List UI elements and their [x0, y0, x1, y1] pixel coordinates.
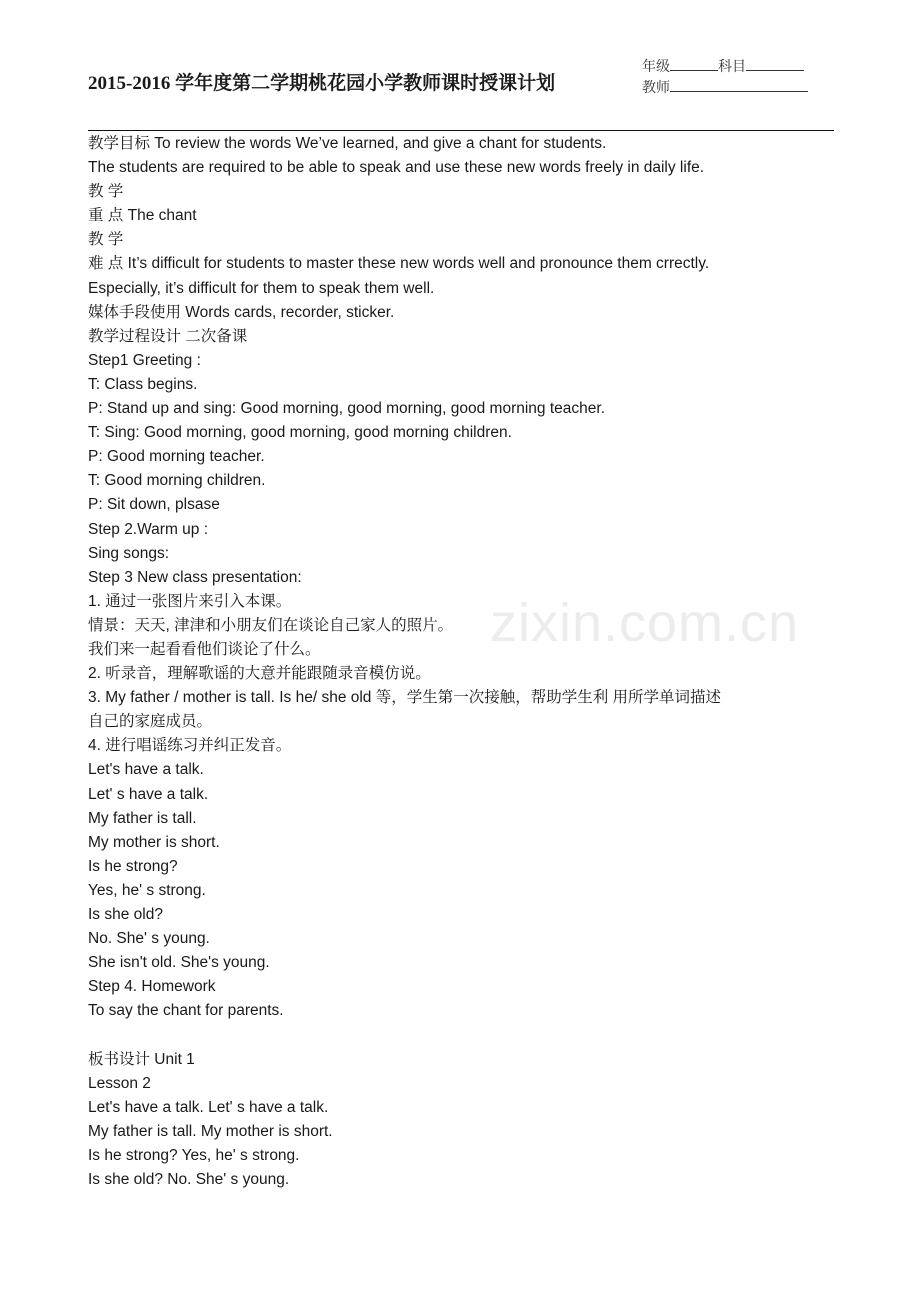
text-line: Let's have a talk. Let' s have a talk. — [88, 1098, 329, 1116]
text-line: My father is tall. — [88, 809, 197, 827]
text-line: Is she old? — [88, 906, 163, 923]
page-title: 2015-2016 学年度第二学期桃花园小学教师课时授课计划 — [88, 73, 556, 94]
text-line: 教 学 — [88, 231, 124, 249]
teacher-field — [642, 77, 808, 97]
text-line: 教学过程设计 二次备课 — [88, 327, 248, 345]
teacher-label: 教师 — [642, 79, 670, 95]
text-line: Step 4. Homework — [88, 978, 216, 996]
watermark: zixin.com.cn — [490, 593, 800, 653]
text-line: My father is tall. My mother is short. — [88, 1122, 333, 1140]
grade-blank — [670, 57, 718, 71]
text-line: Let' s have a talk. — [88, 785, 209, 803]
text-line: P: Stand up and sing: Good morning, good morning, good morning teacher. — [88, 400, 606, 418]
text-line: Is he strong? — [88, 857, 178, 875]
text-line: No. She' s young. — [88, 930, 210, 948]
text-line: P: Sit down, plsase — [88, 496, 220, 514]
text-line: My mother is short. — [88, 833, 220, 851]
text-line: 教 学 — [88, 183, 124, 201]
text-line: Especially, it’s difficult for them to speak them well. — [88, 279, 435, 297]
text-line: Is she old? No. She' s young. — [88, 1171, 290, 1189]
text-line: T: Sing: Good morning, good morning, good morning children. — [88, 424, 512, 442]
subject-label: 科目 — [718, 58, 746, 74]
text-line: Lesson 2 — [88, 1074, 151, 1092]
teacher-blank — [670, 78, 808, 92]
text-line: 1. 通过一张图片来引入本课。 — [88, 592, 292, 610]
text-line: Yes, he' s strong. — [88, 881, 206, 899]
text-line: 自己的家庭成员。 — [88, 713, 213, 731]
text-line: 3. My father / mother is tall. Is he/ she old 等，学生第一次接触，帮助学生利 用所学单词描述 — [88, 689, 722, 707]
text-line: 我们来一起看看他们谈论了什么。 — [88, 640, 321, 658]
text-line — [88, 1023, 834, 1047]
text-line: T: Class begins. — [88, 375, 198, 393]
text-line: Let's have a talk. — [88, 761, 204, 779]
header-divider — [88, 130, 834, 131]
text-line: Sing songs: — [88, 544, 169, 562]
text-line: The students are required to be able to speak and use these new words freely in daily life. — [88, 159, 705, 177]
text-line: T: Good morning children. — [88, 472, 266, 490]
text-line: 媒体手段使用 Words cards, recorder, sticker. — [88, 303, 395, 321]
text-line: 4. 进行唱谣练习并纠正发音。 — [88, 737, 292, 755]
text-line: Step 3 New class presentation: — [88, 568, 302, 586]
text-line: 情景：天天, 津津和小朋友们在谈论自己家人的照片。 — [88, 616, 454, 634]
text-line: 重 点 The chant — [88, 207, 197, 225]
text-line: Step1 Greeting : — [88, 351, 201, 369]
text-line: 板书设计 Unit 1 — [88, 1050, 195, 1068]
text-line: Is he strong? Yes, he' s strong. — [88, 1146, 300, 1164]
subject-blank — [746, 57, 804, 71]
text-line: Step 2.Warm up : — [88, 520, 209, 538]
text-line: 难 点 It’s difficult for students to master these new words well and pronounce them crrectly. — [88, 255, 710, 273]
grade-label: 年级 — [642, 58, 670, 74]
text-line: She isn't old. She's young. — [88, 954, 270, 972]
lesson-plan-body — [88, 132, 834, 1192]
text-line: 教学目标 To review the words We’ve learned, and give a chant for students. — [88, 135, 607, 152]
text-line: To say the chant for parents. — [88, 1002, 284, 1020]
text-line: P: Good morning teacher. — [88, 448, 265, 466]
text-line: 2. 听录音，理解歌谣的大意并能跟随录音模仿说。 — [88, 665, 431, 683]
grade-subject-field — [642, 56, 804, 76]
